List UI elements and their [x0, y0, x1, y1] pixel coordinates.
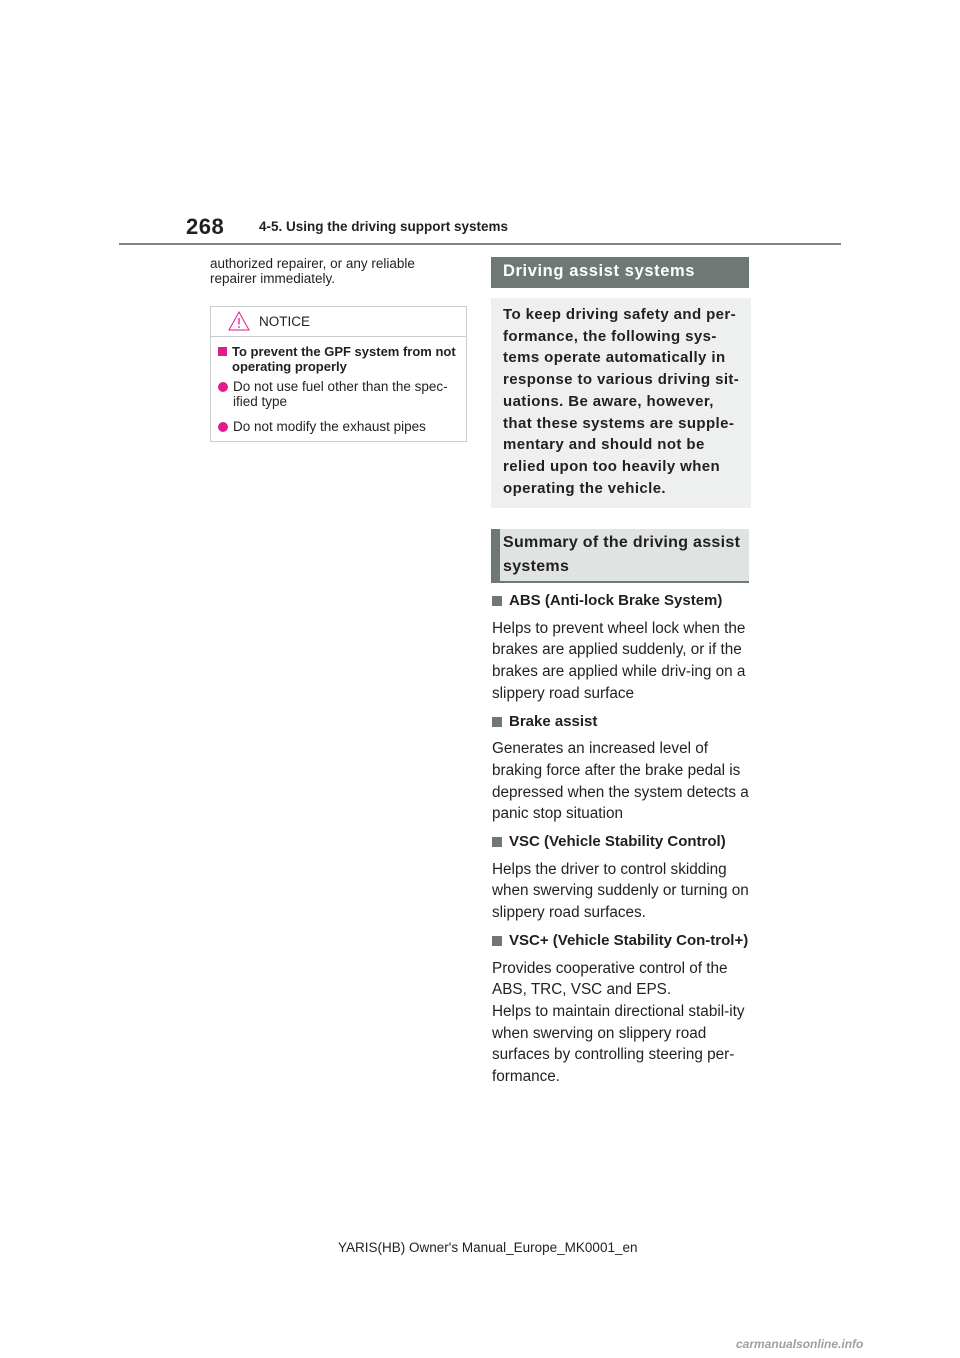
square-bullet-icon: [492, 837, 502, 847]
notice-heading-text: To prevent the GPF system from not operating properly: [232, 344, 456, 374]
round-bullet-icon: [218, 422, 228, 432]
footer-text: YARIS(HB) Owner's Manual_Europe_MK0001_en: [338, 1240, 638, 1255]
square-bullet-icon: [492, 936, 502, 946]
section-banner: [491, 257, 749, 288]
system-title-text: VSC+ (Vehicle Stability Con-trol+): [509, 931, 749, 949]
system-title-text: Brake assist: [509, 712, 598, 730]
summary-heading: Summary of the driving assist systems: [503, 534, 741, 575]
section-title: 4-5. Using the driving support systems: [259, 219, 509, 234]
notice-item: [216, 420, 460, 435]
intro-text: To keep driving safety and per-formance, the following sys-tems operate automatically in response to various driving sit-uations. Be aware, however, that these systems are supple-mentary and should not be relied upon too heavily when operating the vehicle.: [503, 306, 740, 497]
system-title-text: ABS (Anti-lock Brake System): [509, 592, 723, 609]
summary-heading-box: [491, 529, 749, 583]
systems-list: [492, 590, 754, 1094]
watermark: carmanualsonline.info: [736, 1337, 864, 1351]
notice-body: [211, 337, 466, 435]
system-description: Helps to maintain directional stabil-ity when swerving on slippery road surfaces by controlling steering per-formance.: [492, 1002, 745, 1086]
page-number: 268: [186, 214, 225, 239]
round-bullet-icon: [218, 382, 228, 392]
banner-title: Driving assist systems: [503, 262, 696, 280]
system-description: Helps the driver to control skidding when swerving suddenly or turning on slippery road surfaces.: [492, 860, 749, 922]
notice-item-text: Do not use fuel other than the spec-ified type: [233, 379, 448, 409]
notice-label: NOTICE: [259, 314, 311, 329]
notice-box: [210, 306, 467, 442]
system-title: [492, 930, 754, 952]
system-title: [492, 711, 754, 733]
header-divider: [119, 243, 841, 245]
square-bullet-icon: [218, 347, 227, 356]
system-description: Provides cooperative control of the ABS, TRC, VSC and EPS.: [492, 959, 728, 999]
notice-header: [211, 307, 466, 337]
square-bullet-icon: [492, 717, 502, 727]
system-title: [492, 831, 754, 853]
notice-item: [216, 380, 460, 409]
left-intro-text: authorized repairer, or any reliable repairer immediately.: [210, 256, 415, 286]
square-bullet-icon: [492, 596, 502, 606]
notice-heading: [216, 345, 460, 374]
warning-triangle-icon: [228, 311, 250, 331]
system-description: Generates an increased level of braking force after the brake pedal is depressed when the system detects a panic stop situation: [492, 740, 749, 823]
intro-box: [491, 298, 751, 508]
system-description: Helps to prevent wheel lock when the brakes are applied suddenly, or if the brakes are applied while driv-ing on a slippery road surface: [492, 619, 746, 702]
notice-item-text: Do not modify the exhaust pipes: [233, 419, 426, 434]
system-title: [492, 590, 754, 612]
system-title-text: VSC (Vehicle Stability Control): [509, 833, 726, 851]
